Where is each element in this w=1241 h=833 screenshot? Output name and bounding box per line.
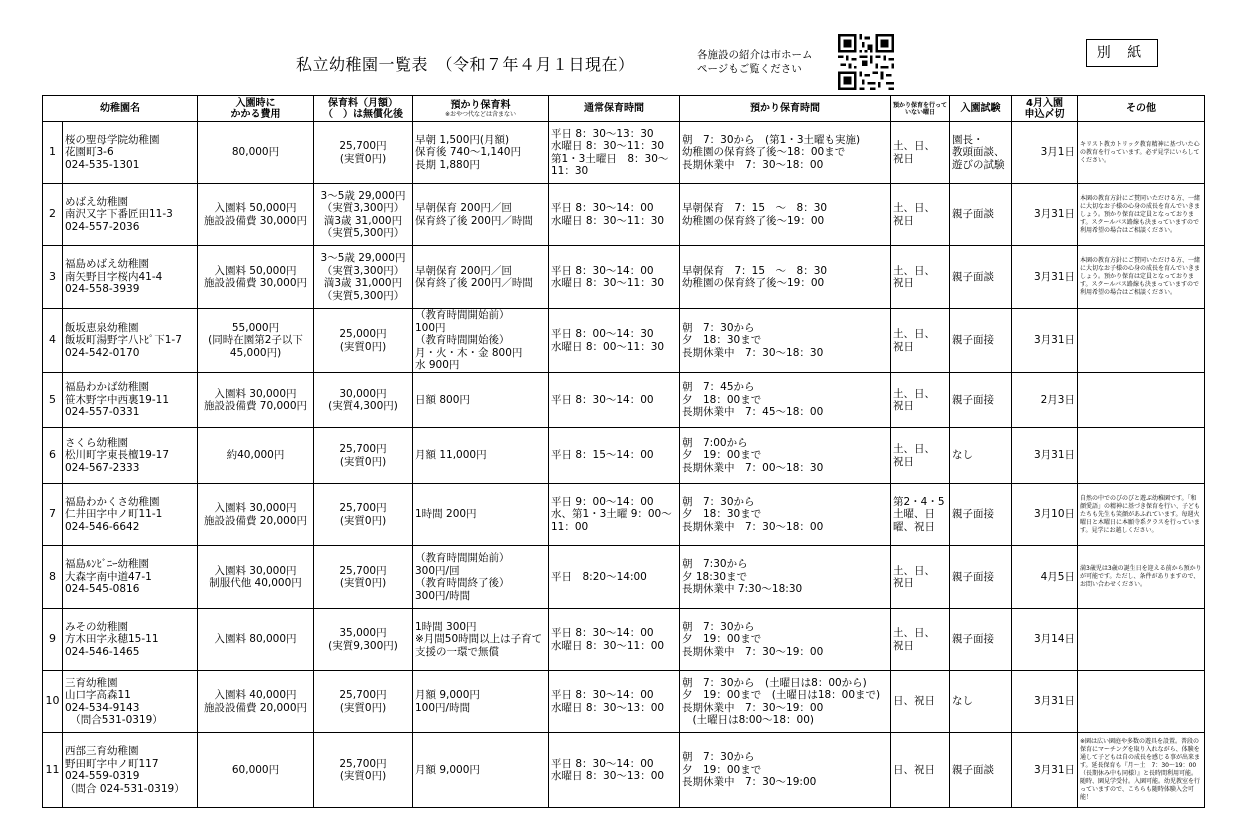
kindergarten-name-cell: 福島めばえ幼稚園 南矢野目字桜内41-4 024-558-3939 (63, 246, 198, 309)
kindergarten-name-cell: めばえ幼稚園 南沢又字下番匠田11-3 024-557-2036 (63, 184, 198, 246)
header-name: 幼稚園名 (43, 96, 198, 122)
monthly-fee-cell: 3～5歳 29,000円 （実質3,300円） 満3歳 31,000円 （実質5,300円） (314, 184, 413, 246)
entry-cost-cell: 80,000円 (198, 122, 314, 184)
notes-cell (1078, 373, 1205, 428)
header-ext-fee: 預かり保育料 ※おやつ代などは含まない (413, 96, 549, 122)
row-number: 8 (43, 546, 63, 609)
extended-care-fee-cell: 月額 11,000円 (413, 428, 549, 484)
extended-care-closed-days-cell: 土、日、 祝日 (891, 184, 950, 246)
extended-care-fee-cell: 早朝保育 200円／回 保育終了後 200円／時間 (413, 246, 549, 309)
extended-care-closed-days-cell: 土、日、 祝日 (891, 428, 950, 484)
entry-cost-cell: 約40,000円 (198, 428, 314, 484)
monthly-fee-cell: 25,700円 (実質0円) (314, 122, 413, 184)
regular-hours-cell: 平日 9：00～14：00 水、第1・3土曜 9：00～11：00 (549, 484, 680, 546)
kindergarten-name-cell: 三育幼稚園 山口字高森11 024-534-9143 （問合531-0319） (63, 671, 198, 733)
extended-care-hours-cell: 朝 7：30から (第1・3土曜も実施) 幼稚園の保育終了後～18：00まで 長期休業中 7：30～18：00 (680, 122, 891, 184)
header-other: その他 (1078, 96, 1205, 122)
table-row (43, 184, 1205, 246)
regular-hours-cell: 平日 8:20～14:00 (549, 546, 680, 609)
extended-care-hours-cell: 朝 7:00から 夕 19：00まで 長期休業中 7：00～18：30 (680, 428, 891, 484)
entry-cost-cell: 60,000円 (198, 733, 314, 808)
notes-cell (1078, 309, 1205, 373)
extended-care-hours-cell: 朝 7：30から 夕 19：00まで 長期休業中 7：30～19:00 (680, 733, 891, 808)
page-title: 私立幼稚園一覧表 （令和７年４月１日現在） (296, 55, 635, 74)
extended-care-hours-cell: 朝 7：30から (土曜日は8：00から) 夕 19：00まで (土曜日は18：00まで) 長期休業中 7：30～19：00 (土曜日は8:00～18：00) (680, 671, 891, 733)
entry-cost-cell: 入園料 30,000円 施設設備費 20,000円 (198, 484, 314, 546)
application-deadline-cell: 3月10日 (1012, 484, 1078, 546)
notes-cell: 満3歳児は3歳の誕生日を迎える前から預かりが可能です。ただし、条件がありますので、お問い合わせください。 (1078, 546, 1205, 609)
application-deadline-cell: 3月31日 (1012, 184, 1078, 246)
monthly-fee-cell: 25,700円 (実質0円) (314, 484, 413, 546)
regular-hours-cell: 平日 8：30～14：00 水曜日 8：30～11：30 (549, 184, 680, 246)
regular-hours-cell: 平日 8：15～14：00 (549, 428, 680, 484)
extended-care-hours-cell: 朝 7:30から 夕 18:30まで 長期休業中 7:30～18:30 (680, 546, 891, 609)
regular-hours-cell: 平日 8：30～14：00 水曜日 8：30～11：30 (549, 246, 680, 309)
monthly-fee-cell: 25,700円 (実質0円) (314, 733, 413, 808)
header-entry-cost: 入園時に かかる費用 (198, 96, 314, 122)
row-number: 4 (43, 309, 63, 373)
header-hours: 通常保育時間 (549, 96, 680, 122)
header-fee: 保育料（月額） （ ）は無償化後 (314, 96, 413, 122)
extended-care-hours-cell: 朝 7：45から 夕 18：00まで 長期休業中 7：45～18：00 (680, 373, 891, 428)
extended-care-closed-days-cell: 土、日、 祝日 (891, 373, 950, 428)
extended-care-hours-cell: 朝 7：30から 夕 19：00まで 長期休業中 7：30～19：00 (680, 609, 891, 671)
application-deadline-cell: 4月5日 (1012, 546, 1078, 609)
row-number: 6 (43, 428, 63, 484)
entrance-exam-cell: なし (950, 671, 1012, 733)
application-deadline-cell: 3月31日 (1012, 246, 1078, 309)
header-ext-hours: 預かり保育時間 (680, 96, 891, 122)
extended-care-closed-days-cell: 日、祝日 (891, 733, 950, 808)
header-deadline: 4月入園 申込〆切 (1012, 96, 1078, 122)
extended-care-fee-cell: 早朝 1,500円(月額) 保育後 740～1,140円 長期 1,880円 (413, 122, 549, 184)
header-exam: 入園試験 (950, 96, 1012, 122)
kindergarten-name-cell: 福島わかば幼稚園 笹木野字中西裏19-11 024-557-0331 (63, 373, 198, 428)
extended-care-hours-cell: 早朝保育 7：15 ～ 8：30 幼稚園の保育終了後～19：00 (680, 246, 891, 309)
regular-hours-cell: 平日 8：30～14：00 水曜日 8：30～11：00 (549, 609, 680, 671)
regular-hours-cell: 平日 8：30～14：00 (549, 373, 680, 428)
entrance-exam-cell: 親子面談 (950, 246, 1012, 309)
table-row (43, 671, 1205, 733)
application-deadline-cell: 3月14日 (1012, 609, 1078, 671)
table-row (43, 484, 1205, 546)
row-number: 5 (43, 373, 63, 428)
notes-cell (1078, 609, 1205, 671)
row-number: 10 (43, 671, 63, 733)
monthly-fee-cell: 35,000円 (実質9,300円) (314, 609, 413, 671)
entry-cost-cell: 入園料 80,000円 (198, 609, 314, 671)
monthly-fee-cell: 25,000円 (実質0円) (314, 309, 413, 373)
extended-care-fee-cell: 月額 9,000円 (413, 733, 549, 808)
row-number: 2 (43, 184, 63, 246)
extended-care-fee-cell: （教育時間開始前） 300円/回 （教育時間終了後） 300円/時間 (413, 546, 549, 609)
monthly-fee-cell: 25,700円 (実質0円) (314, 428, 413, 484)
regular-hours-cell: 平日 8：30～14：00 水曜日 8：30～13：00 (549, 671, 680, 733)
extended-care-hours-cell: 朝 7：30から 夕 18：30まで 長期休業中 7：30～18：30 (680, 309, 891, 373)
extended-care-fee-cell: （教育時間開始前） 100円 （教育時間開始後） 月・火・木・金 800円 水 900円 (413, 309, 549, 373)
extended-care-fee-cell: 日額 800円 (413, 373, 549, 428)
entrance-exam-cell: 親子面接 (950, 309, 1012, 373)
entry-cost-cell: 入園料 30,000円 施設設備費 70,000円 (198, 373, 314, 428)
entrance-exam-cell: 親子面接 (950, 373, 1012, 428)
entry-cost-cell: 入園料 50,000円 施設設備費 30,000円 (198, 246, 314, 309)
entrance-exam-cell: 親子面接 (950, 484, 1012, 546)
entry-cost-cell: 入園料 40,000円 施設設備費 20,000円 (198, 671, 314, 733)
row-number: 1 (43, 122, 63, 184)
application-deadline-cell: 3月31日 (1012, 671, 1078, 733)
extended-care-closed-days-cell: 土、日、 祝日 (891, 122, 950, 184)
notes-cell: 本園の教育方針にご賛同いただける方、一緒に大切なお子様の心身の成長を育んでいきましょう。預かり保育は定員となっております。スクールバス路線も決まっていますので利用希望の場合はご相談ください。 (1078, 184, 1205, 246)
extended-care-hours-cell: 朝 7：30から 夕 18：30まで 長期休業中 7：30～18：00 (680, 484, 891, 546)
extended-care-closed-days-cell: 土、日、 祝日 (891, 246, 950, 309)
kindergarten-name-cell: 飯坂恵泉幼稚園 飯坂町湯野字八ﾄﾋﾟ下1-7 024-542-0170 (63, 309, 198, 373)
application-deadline-cell: 3月31日 (1012, 309, 1078, 373)
row-number: 3 (43, 246, 63, 309)
extended-care-fee-cell: 1時間 200円 (413, 484, 549, 546)
monthly-fee-cell: 3～5歳 29,000円 （実質3,300円） 満3歳 31,000円 （実質5,300円） (314, 246, 413, 309)
monthly-fee-cell: 30,000円 (実質4,300円) (314, 373, 413, 428)
kindergarten-name-cell: みその幼稚園 方木田字永穂15-11 024-546-1465 (63, 609, 198, 671)
extended-care-closed-days-cell: 土、日、 祝日 (891, 609, 950, 671)
extended-care-fee-cell: 月額 9,000円 100円/時間 (413, 671, 549, 733)
entrance-exam-cell: 親子面接 (950, 609, 1012, 671)
notes-cell: 自然の中でのびのびと遊ぶ幼稚園です。「和顔愛語」の精神に基づき保育を行い、子どもたちも先生も笑顔があふれています。毎週火曜日と木曜日に本願寺系クラスを行っています。見学にお越しください。 (1078, 484, 1205, 546)
notes-cell (1078, 671, 1205, 733)
extended-care-closed-days-cell: 第2・4・5 土曜、日 曜、祝日 (891, 484, 950, 546)
table-row (43, 609, 1205, 671)
entry-cost-cell: 55,000円 (同時在園第2子以下 45,000円) (198, 309, 314, 373)
header-ext-closed: 預かり保育を行っていない曜日 (891, 96, 950, 122)
application-deadline-cell: 3月31日 (1012, 733, 1078, 808)
row-number: 7 (43, 484, 63, 546)
notes-cell (1078, 428, 1205, 484)
monthly-fee-cell: 25,700円 (実質0円) (314, 671, 413, 733)
notes-cell: ※園は広い園庭や多数の遊具を設置。普段の保育にマーチングを取り入れながら、体験を通して子どもは自の成長を感じる事が出来ます。延長保育も『月～土 7：30～19：00（長期休み中も同様）』と長時間利用可能。随時、園見学受付。入園可能。幼児教室を行っていますので、こちらも随時体験入会可能！ (1078, 733, 1205, 808)
table-row (43, 373, 1205, 428)
row-number: 11 (43, 733, 63, 808)
application-deadline-cell: 2月3日 (1012, 373, 1078, 428)
extended-care-closed-days-cell: 日、祝日 (891, 671, 950, 733)
table-row (43, 546, 1205, 609)
extended-care-hours-cell: 早朝保育 7：15 ～ 8：30 幼稚園の保育終了後～19：00 (680, 184, 891, 246)
application-deadline-cell: 3月1日 (1012, 122, 1078, 184)
entry-cost-cell: 入園料 30,000円 制服代他 40,000円 (198, 546, 314, 609)
entry-cost-cell: 入園料 50,000円 施設設備費 30,000円 (198, 184, 314, 246)
entrance-exam-cell: 親子面接 (950, 546, 1012, 609)
table-row (43, 122, 1205, 184)
notes-cell: キリスト教カトリック教育精神に基づいた心の教育を行っています。必ず見学にいらしてください。 (1078, 122, 1205, 184)
regular-hours-cell: 平日 8：30～13：30 水曜日 8：30～11：30 第1・3土曜日 8：30～11：30 (549, 122, 680, 184)
row-number: 9 (43, 609, 63, 671)
table-row (43, 309, 1205, 373)
table-row (43, 428, 1205, 484)
extended-care-closed-days-cell: 土、日、 祝日 (891, 546, 950, 609)
kindergarten-table (42, 95, 1205, 808)
kindergarten-name-cell: 西部三育幼稚園 野田町字中ノ町117 024-559-0319 （問合 024-531-0319） (63, 733, 198, 808)
extended-care-fee-cell: 1時間 300円 ※月間50時間以上は子育て支援の一環で無償 (413, 609, 549, 671)
extended-care-closed-days-cell: 土、日、 祝日 (891, 309, 950, 373)
entrance-exam-cell: 親子面談 (950, 733, 1012, 808)
homepage-note: 各施設の紹介は市ホームページもご覧ください (697, 49, 813, 75)
notes-cell: 本園の教育方針にご賛同いただける方、一緒に大切なお子様の心身の成長を育んでいきましょう。預かり保育は定員となっております。スクールバス路線も決まっていますので利用希望の場合はご相談ください。 (1078, 246, 1205, 309)
table-row (43, 246, 1205, 309)
kindergarten-name-cell: 桜の聖母学院幼稚園 花園町3-6 024-535-1301 (63, 122, 198, 184)
application-deadline-cell: 3月31日 (1012, 428, 1078, 484)
entrance-exam-cell: なし (950, 428, 1012, 484)
qr-code-icon[interactable] (838, 34, 894, 90)
table-header-row (43, 96, 1205, 122)
regular-hours-cell: 平日 8：00～14：30 水曜日 8：00～11：30 (549, 309, 680, 373)
entrance-exam-cell: 園長・ 教頭面談、 遊びの試験 (950, 122, 1012, 184)
kindergarten-name-cell: 福島ﾙﾝﾋﾞﾆｰ幼稚園 大森字南中道47-1 024-545-0816 (63, 546, 198, 609)
entrance-exam-cell: 親子面談 (950, 184, 1012, 246)
table-row (43, 733, 1205, 808)
kindergarten-name-cell: さくら幼稚園 松川町字東長檀19-17 024-567-2333 (63, 428, 198, 484)
monthly-fee-cell: 25,700円 (実質0円) (314, 546, 413, 609)
attachment-label: 別 紙 (1086, 39, 1158, 67)
regular-hours-cell: 平日 8：30～14：00 水曜日 8：30～13：00 (549, 733, 680, 808)
extended-care-fee-cell: 早朝保育 200円／回 保育終了後 200円／時間 (413, 184, 549, 246)
kindergarten-name-cell: 福島わかくさ幼稚園 仁井田字中ノ町11-1 024-546-6642 (63, 484, 198, 546)
